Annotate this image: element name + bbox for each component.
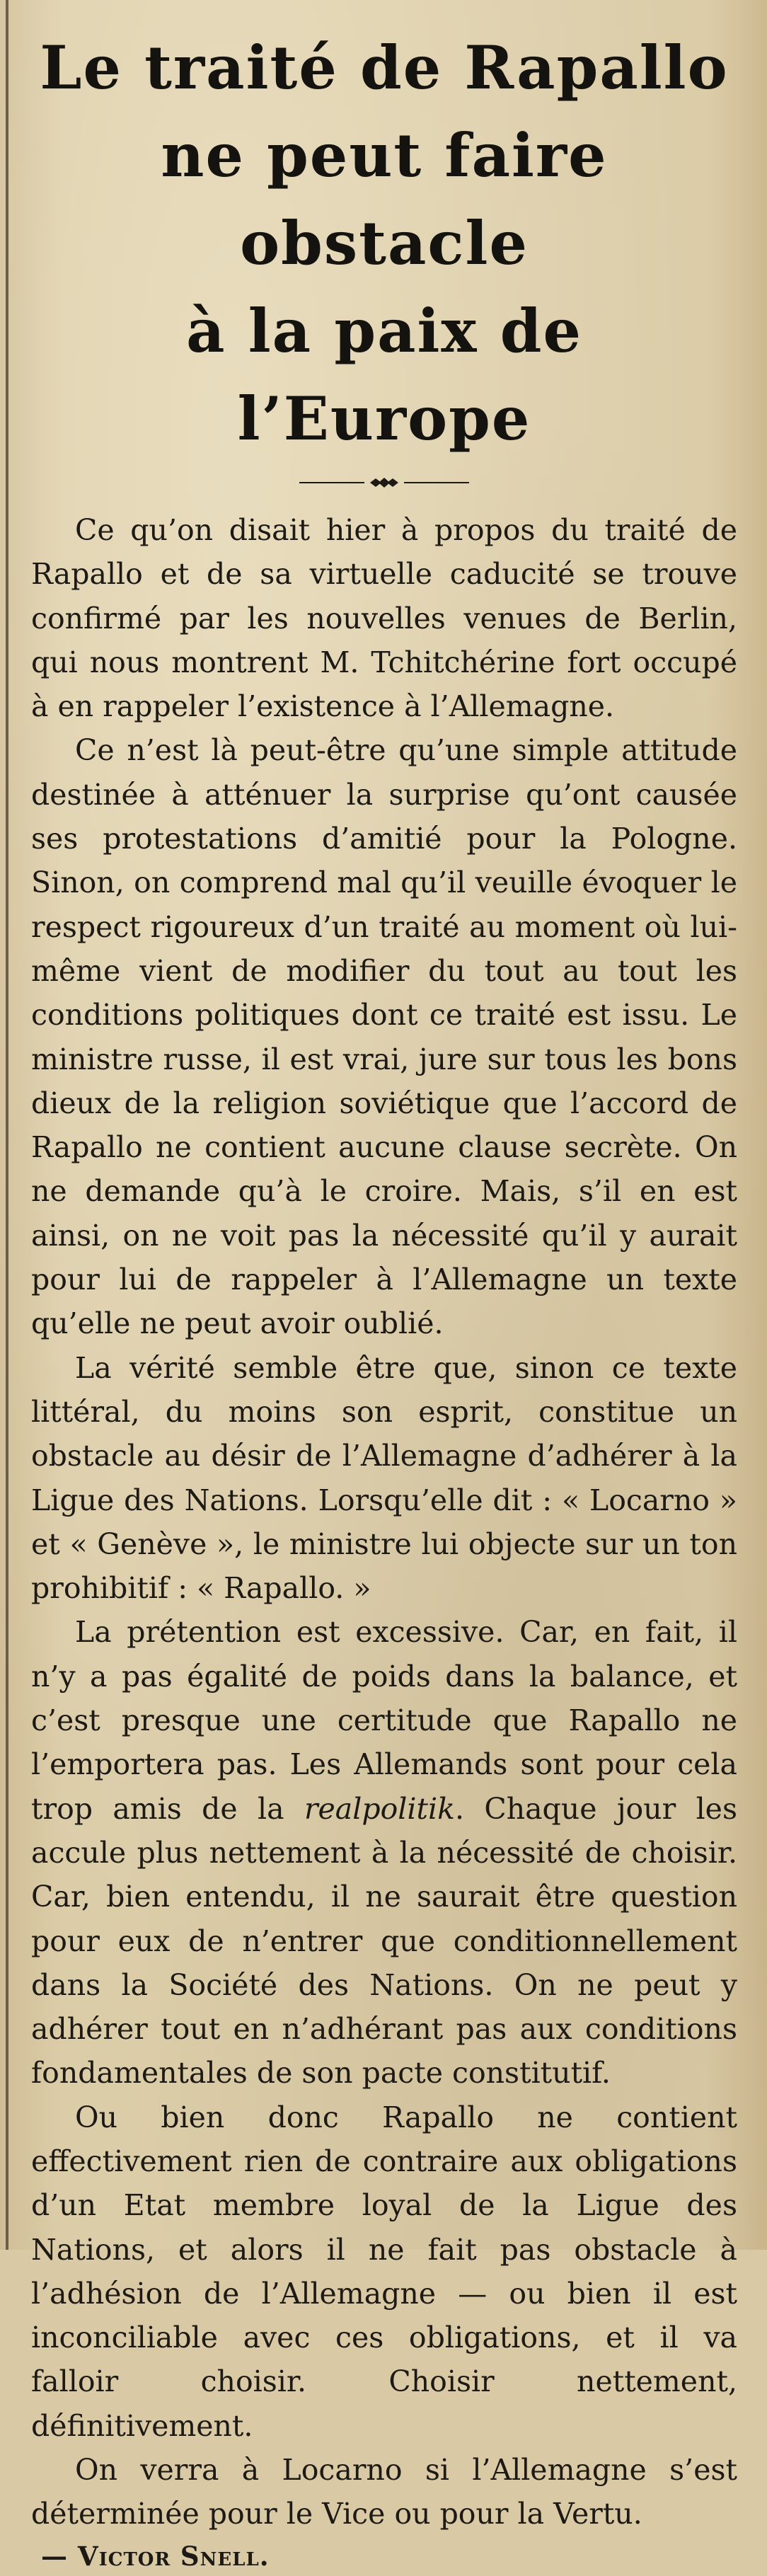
- headline-line-1: Le traité de Rapallo: [40, 33, 729, 103]
- paragraph-4-italic: realpolitik: [304, 1791, 455, 1826]
- headline: [31, 24, 737, 463]
- headline-line-3: à la paix de l’Europe: [186, 296, 582, 454]
- paragraph-4-text-b: . Chaque jour les accule plus nettement à la nécessité de choisir. Car, bien entendu, il ne saurait être question pour eux de n’entrer que conditionnellement dans la Société des Nations. On ne peut y adhérer tout en n’adhérant pas aux conditions fondamentales de son pacte constitutif.: [31, 1791, 737, 2091]
- paragraph-5: Ou bien donc Rapallo ne contient effectivement rien de contraire aux obligations d’un Etat membre loyal de la Ligue des Nations, et alors il ne fait pas obstacle à l’adhésion de l’Allemagne — ou bien il est inconciliable avec ces obligations, et il va falloir choisir. Choisir nettement, définitivement.: [31, 2100, 737, 2443]
- headline-line-2: ne peut faire obstacle: [161, 120, 608, 278]
- diamond-rule-ornament-icon: [299, 476, 469, 490]
- paragraph-1: Ce qu’on disait hier à propos du traité de Rapallo et de sa virtuelle caducité se trouve confirmé par les nouvelles venues de Berlin, qui nous montrent M. Tchitchérine fort occupé à en rappeler l’existence à l’Allemagne.: [31, 513, 737, 724]
- paragraph-6: On verra à Locarno si l’Allemagne s’est déterminée pour le Vice ou pour la Vertu.: [31, 2453, 737, 2531]
- article-body: [31, 508, 737, 2576]
- paragraph-2: Ce n’est là peut-être qu’une simple attitude destinée à atténuer la surprise qu’ont causée ses protestations d’amitié pour la Pologne. Sinon, on comprend mal qu’il veuille évoquer le respect rigoureux d’un traité au moment où lui-même vient de modifier du tout au tout les conditions politiques dont ce traité est issu. Le ministre russe, il est vrai, jure sur tous les bons dieux de la religion soviétique que l’accord de Rapallo ne contient aucune clause secrète. On ne demande qu’à le croire. Mais, s’il en est ainsi, on ne voit pas la nécessité qu’il y aurait pour lui de rappeler à l’Allemagne un texte qu’elle ne peut avoir oublié.: [31, 733, 737, 1341]
- paragraph-4: [31, 1610, 737, 2095]
- column-rule: [6, 0, 8, 2250]
- paragraph-3: La vérité semble être que, sinon ce texte littéral, du moins son esprit, constitue un obstacle au désir de l’Allemagne d’adhérer à la Ligue des Nations. Lorsqu’elle dit : « Locarno » et « Genève », le ministre lui objecte sur un ton prohibitif : « Rapallo. »: [31, 1350, 737, 1606]
- author-signature: — Victor Snell.: [41, 2540, 270, 2572]
- paragraph-4-text-a: La prétention est excessive. Car, en fait, il n’y a pas égalité de poids dans la balance, et c’est presque une certitude que Rapallo ne l’emportera pas. Les Allemands sont pour cela trop amis de la: [31, 1615, 737, 1826]
